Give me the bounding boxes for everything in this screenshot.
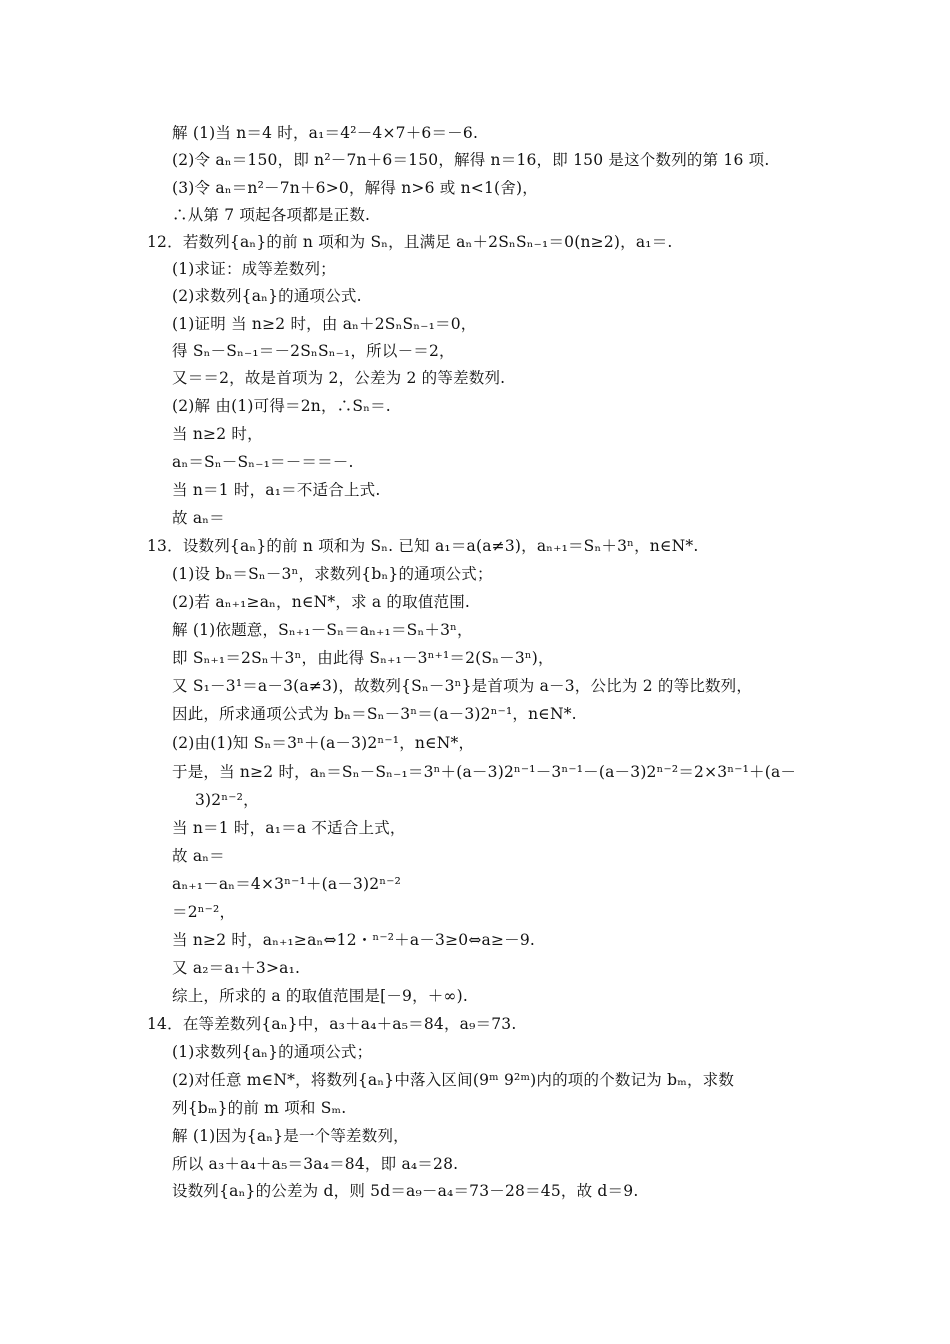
text-line: 故 aₙ＝ [172, 847, 225, 865]
text-line-continuation: 3)2ⁿ⁻²， [195, 791, 259, 809]
text-line: 解 (1)因为{aₙ}是一个等差数列， [172, 1127, 409, 1145]
text-line: 又 S₁－3¹＝a－3(a≠3)，故数列{Sₙ－3ⁿ}是首项为 a－3，公比为 2 的等比数列， [172, 677, 753, 695]
text-line: ＝2ⁿ⁻²， [172, 903, 236, 921]
text-line: (1)证明 当 n≥2 时，由 aₙ＋2SₙSₙ₋₁＝0， [172, 315, 477, 333]
problem-heading-13: 13．设数列{aₙ}的前 n 项和为 Sₙ. 已知 a₁＝a(a≠3)，aₙ₊₁＝Sₙ＋3ⁿ，n∈N*. [147, 537, 699, 555]
text-line: 列{bₘ}的前 m 项和 Sₘ. [172, 1099, 347, 1117]
text-line: 所以 a₃＋a₄＋a₅＝3a₄＝84，即 a₄＝28. [172, 1155, 459, 1173]
problem-heading-12: 12．若数列{aₙ}的前 n 项和为 Sₙ，且满足 aₙ＋2SₙSₙ₋₁＝0(n≥2)，a₁＝. [147, 233, 673, 251]
text-line: 综上，所求的 a 的取值范围是[－9，＋∞). [172, 987, 468, 1005]
text-line: 又 a₂＝a₁＋3>a₁. [172, 959, 301, 977]
text-line: 设数列{aₙ}的公差为 d，则 5d＝a₉－a₄＝73－28＝45，故 d＝9. [172, 1182, 639, 1200]
text-line: 又＝＝2，故是首项为 2，公差为 2 的等差数列. [172, 369, 506, 387]
text-line: ∴从第 7 项起各项都是正数. [172, 206, 371, 224]
text-line: (2)若 aₙ₊₁≥aₙ，n∈N*，求 a 的取值范围. [172, 593, 471, 611]
text-line: 解 (1)依题意，Sₙ₊₁－Sₙ＝aₙ₊₁＝Sₙ＋3ⁿ， [172, 621, 473, 639]
text-line: 于是，当 n≥2 时，aₙ＝Sₙ－Sₙ₋₁＝3ⁿ＋(a－3)2ⁿ⁻¹－3ⁿ⁻¹－(a－3)2ⁿ⁻²＝2×3ⁿ⁻¹＋(a－ [172, 763, 797, 781]
text-line: 当 n＝1 时，a₁＝a 不适合上式， [172, 819, 406, 837]
text-line: 解 (1)当 n＝4 时，a₁＝4²－4×7＋6＝－6. [172, 124, 479, 142]
text-line: (2)令 aₙ＝150，即 n²－7n＋6＝150，解得 n＝16，即 150 是这个数列的第 16 项. [172, 151, 770, 169]
text-line: 当 n≥2 时， [172, 425, 263, 443]
text-line: (3)令 aₙ＝n²－7n＋6>0，解得 n>6 或 n<1(舍)， [172, 179, 538, 197]
text-line: 得 Sₙ－Sₙ₋₁＝－2SₙSₙ₋₁，所以－＝2， [172, 342, 455, 360]
text-line: 因此，所求通项公式为 bₙ＝Sₙ－3ⁿ＝(a－3)2ⁿ⁻¹，n∈N*. [172, 705, 577, 723]
text-line: (1)求证：成等差数列； [172, 260, 336, 278]
text-line: (1)求数列{aₙ}的通项公式； [172, 1043, 373, 1061]
text-line: (2)求数列{aₙ}的通项公式. [172, 287, 362, 305]
text-line: (2)对任意 m∈N*，将数列{aₙ}中落入区间(9ᵐ 9²ᵐ)内的项的个数记为 bₘ，求数 [172, 1071, 735, 1089]
text-line: aₙ₊₁－aₙ＝4×3ⁿ⁻¹＋(a－3)2ⁿ⁻² [172, 875, 402, 893]
problem-heading-14: 14．在等差数列{aₙ}中，a₃＋a₄＋a₅＝84，a₉＝73. [147, 1015, 517, 1033]
text-line: 当 n＝1 时，a₁＝不适合上式. [172, 481, 381, 499]
text-line: 当 n≥2 时，aₙ₊₁≥aₙ⇔12・ⁿ⁻²＋a－3≥0⇔a≥－9. [172, 931, 536, 949]
text-line: (1)设 bₙ＝Sₙ－3ⁿ，求数列{bₙ}的通项公式； [172, 565, 493, 583]
text-line: 故 aₙ＝ [172, 509, 225, 527]
text-line: aₙ＝Sₙ－Sₙ₋₁＝－＝＝－. [172, 453, 354, 471]
text-line: (2)由(1)知 Sₙ＝3ⁿ＋(a－3)2ⁿ⁻¹，n∈N*， [172, 734, 475, 752]
text-line: 即 Sₙ₊₁＝2Sₙ＋3ⁿ，由此得 Sₙ₊₁－3ⁿ⁺¹＝2(Sₙ－3ⁿ)， [172, 649, 554, 667]
text-line: (2)解 由(1)可得＝2n，∴Sₙ＝. [172, 397, 391, 415]
